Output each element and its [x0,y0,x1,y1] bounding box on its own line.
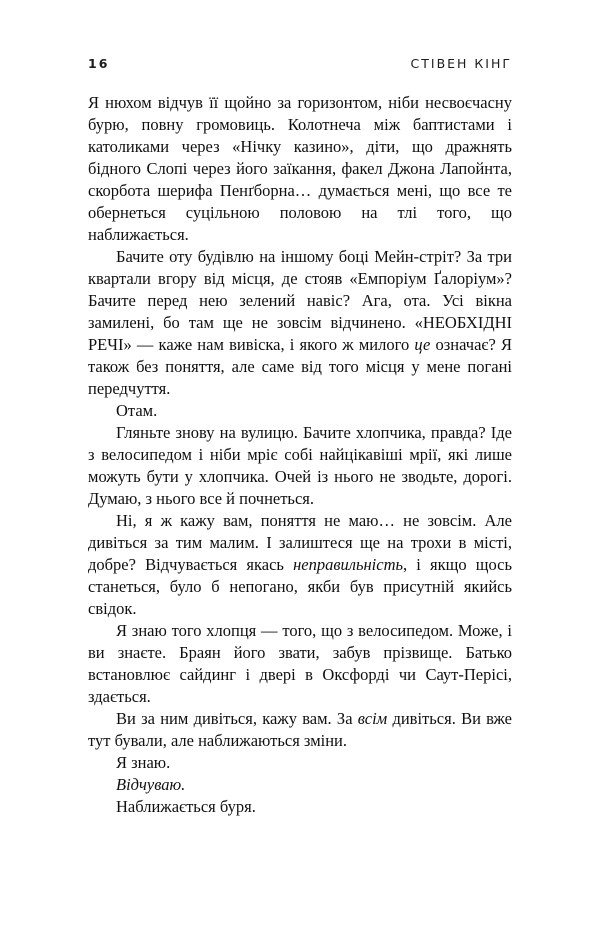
paragraph [88,796,512,818]
italic-text-run: неправильність [293,555,404,574]
text-run: Отам. [116,401,158,420]
page-header [88,56,512,71]
text-run: Ні, я ж кажу вам, поняття не маю… не зовсім. Але дивіться за тим малим. І залиштеся ще на трохи в місті, добре? Відчувається якась [88,511,512,574]
paragraph [88,620,512,708]
text-run: Я знаю. [116,753,171,772]
paragraph [88,400,512,422]
page-body [88,92,512,818]
paragraph [88,422,512,510]
paragraph [88,708,512,752]
text-run: Гляньте знову на вулицю. Бачите хлопчика, правда? Іде з велосипедом і ніби мріє собі найцікавіші мрії, які лише можуть бути у хлопчика. Очей із нього не зводьте, дорогі. Думаю, з нього все й почнеться. [88,423,512,508]
running-title: СТІВЕН КІНГ [410,56,512,71]
paragraph [88,92,512,246]
italic-text-run: Відчуваю. [116,775,186,794]
page-number: 16 [88,56,110,71]
text-run: Ви за ним дивіться, кажу вам. За [116,709,358,728]
text-run: Я знаю того хлопця — того, що з велосипедом. Може, і ви знаєте. Браян його звати, забув прізвище. Батько встановлює сайдинг і двері в Оксфорді чи Саут-Перісі, здається. [88,621,512,706]
text-run: , і якщо щось станеться, було б непогано, якби був присутній якийсь свідок. [88,555,512,618]
text-run: означає? Я також без поняття, але саме від того місця у мене погані передчуття. [88,335,512,398]
text-run: Бачите оту будівлю на іншому боці Мейн-стріт? За три квартали вгору від місця, де стояв «Емпоріум Ґалоріум»? Бачите перед нею зелений навіс? Ага, ота. Усі вікна замилені, бо там ще не зовсім відчинено. «НЕОБХІДНІ РЕЧІ» — каже нам вивіска, і якого ж милого [88,247,512,354]
italic-text-run: це [414,335,431,354]
text-run: дивіться. Ви вже тут бували, але наближаються зміни. [88,709,513,750]
paragraph [88,510,512,620]
paragraph [88,774,512,796]
italic-text-run: всім [357,709,388,728]
paragraph [88,752,512,774]
text-run: Я нюхом відчув її щойно за горизонтом, ніби несвоєчасну бурю, повну громовиць. Колотнеча між баптистами і католиками через «Нічку казино», діти, що дражнять бідного Слопі через його заїкання, факел Джона Лапойнта, скорбота шерифа Пенґборна… думається мені, що все те обернеться суцільною половою на тлі того, що наближається. [88,93,512,244]
paragraph [88,246,512,400]
text-run: Наближається буря. [116,797,256,816]
